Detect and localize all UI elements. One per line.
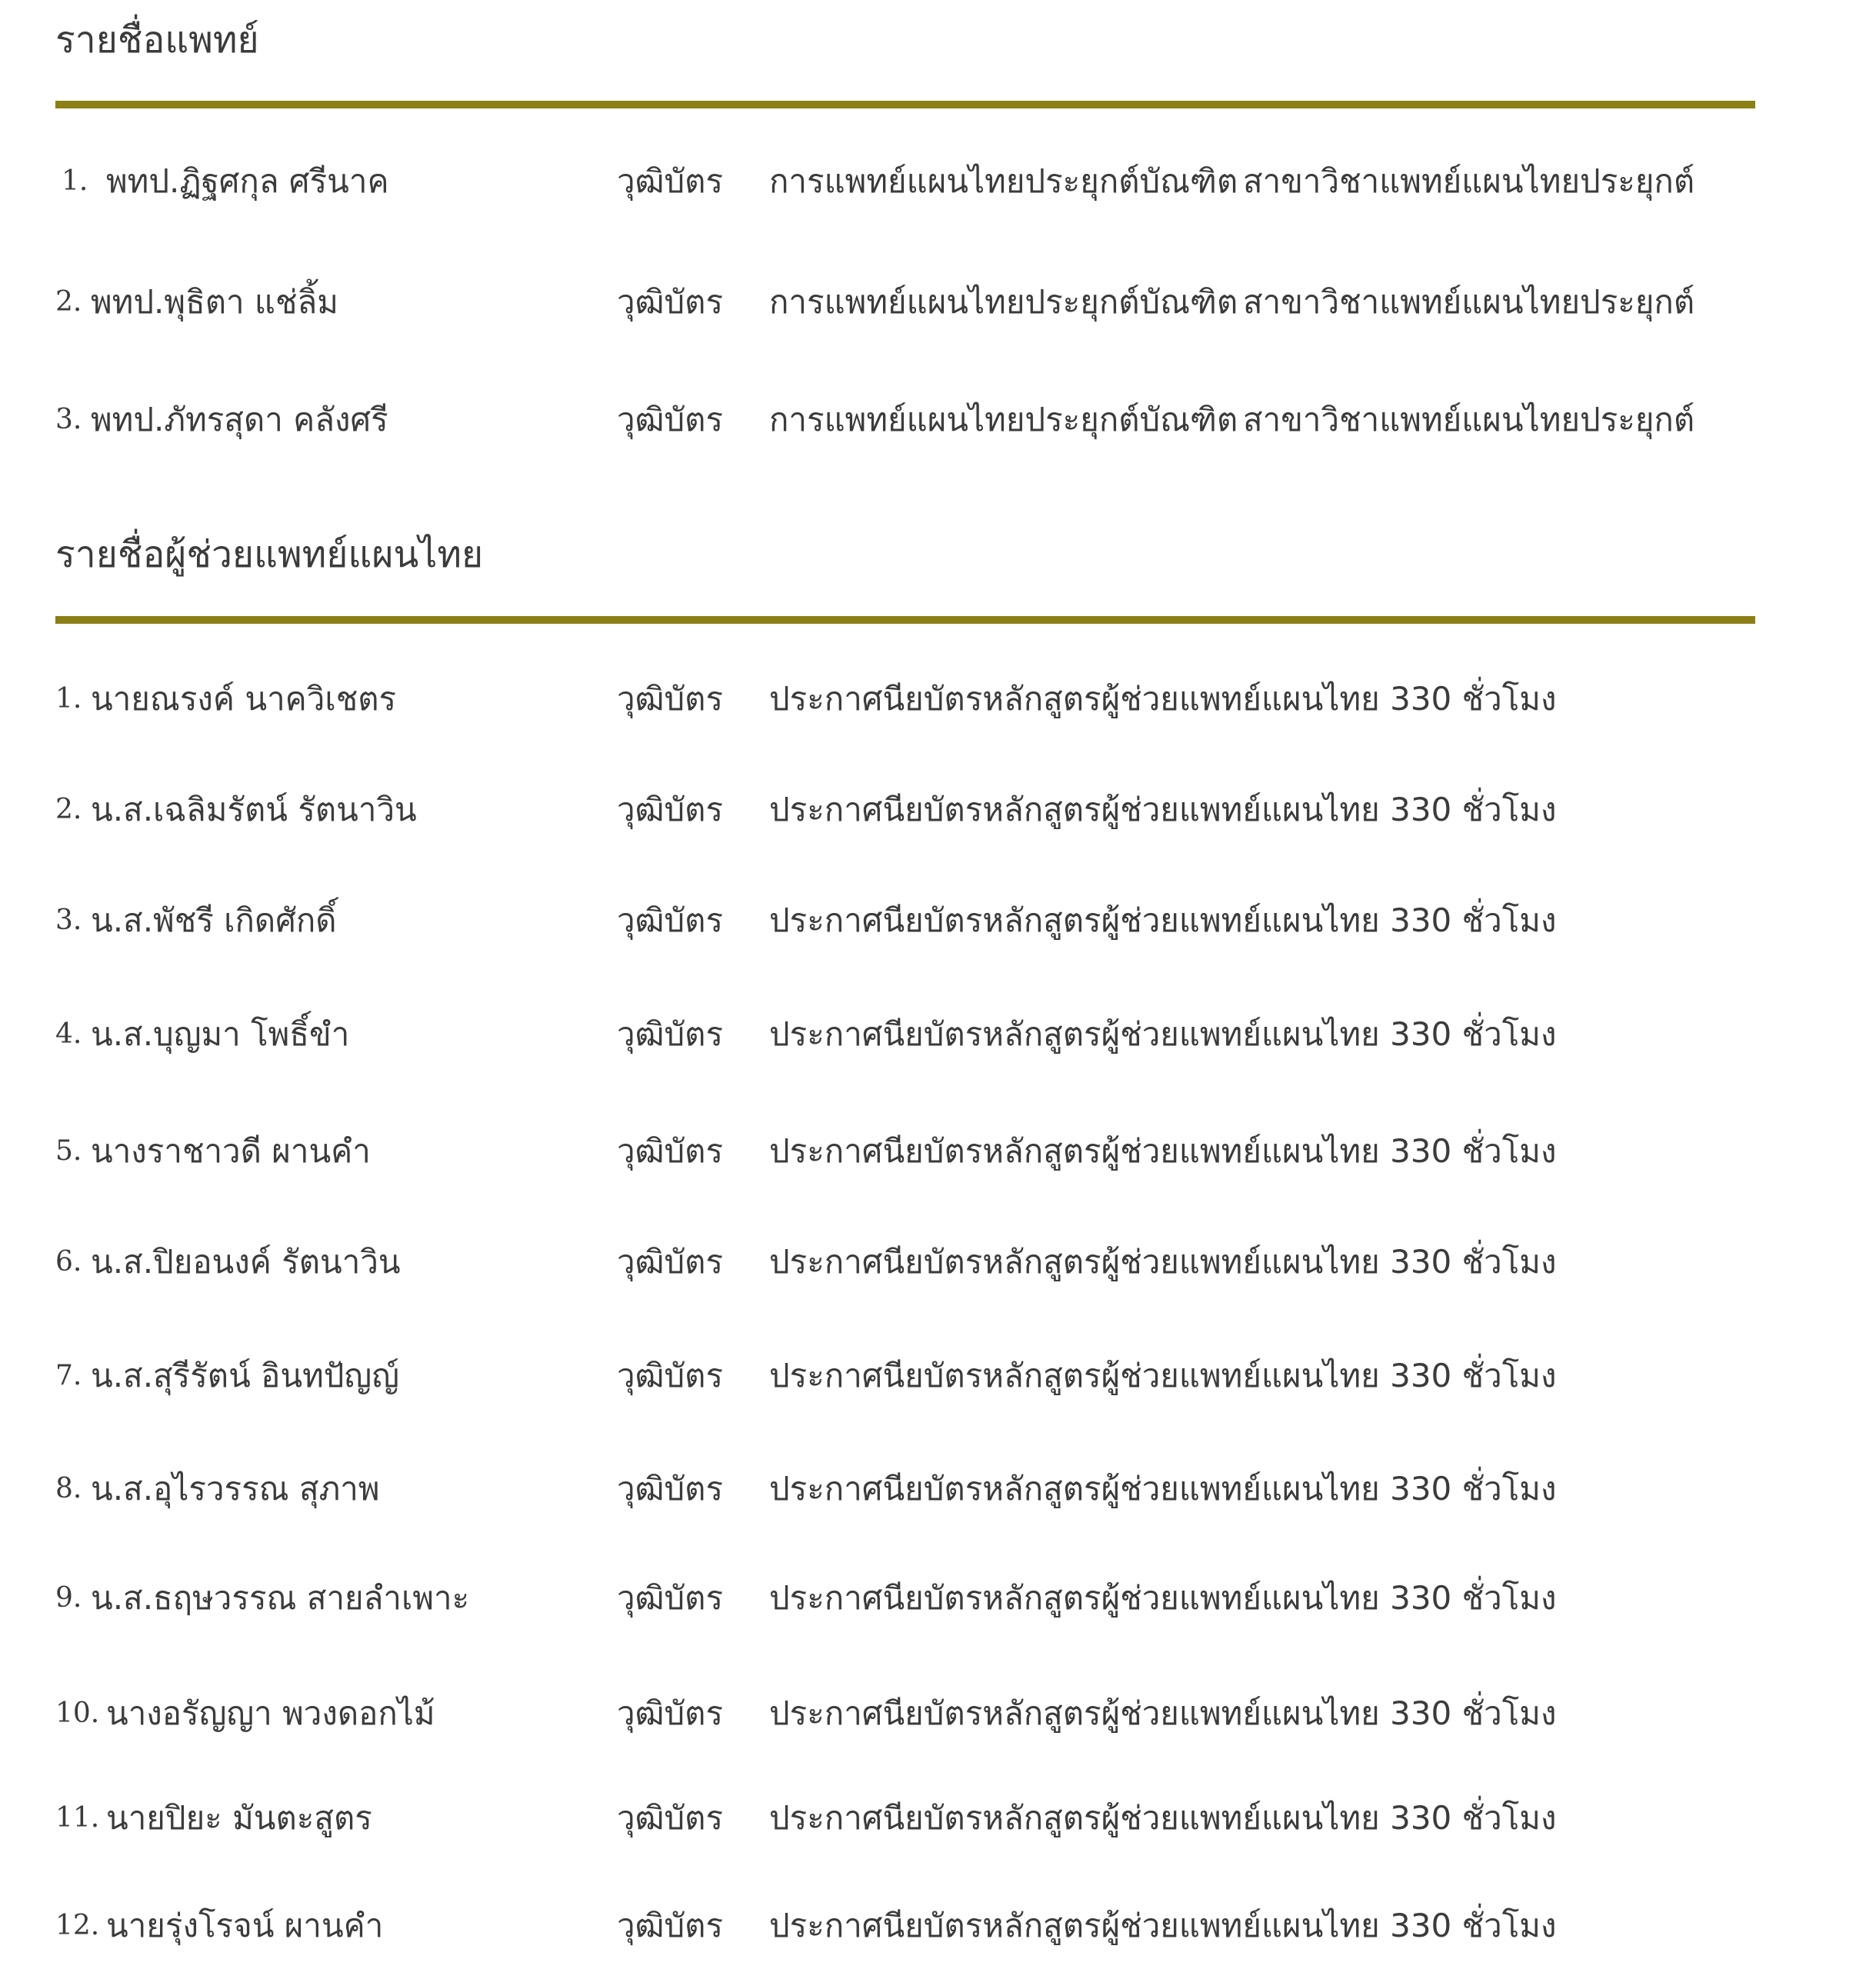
certificate-label: วุฒิบัตร: [617, 1470, 724, 1508]
qualification: ประกาศนียบัตรหลักสูตรผู้ช่วยแพทย์แผนไทย 330 ชั่วโมง: [769, 1015, 1557, 1053]
certificate-label: วุฒิบัตร: [617, 1907, 724, 1944]
assistant-row: [55, 676, 1824, 722]
qualification: ประกาศนียบัตรหลักสูตรผู้ช่วยแพทย์แผนไทย 330 ชั่วโมง: [769, 1694, 1557, 1732]
certificate-label: วุฒิบัตร: [617, 283, 724, 321]
row-number: 10.: [55, 1697, 100, 1729]
row-number: 8.: [55, 1473, 82, 1504]
doctor-row: [55, 279, 1824, 325]
qualification: ประกาศนียบัตรหลักสูตรผู้ช่วยแพทย์แผนไทย 330 ชั่วโมง: [769, 1799, 1557, 1837]
assistant-row: [55, 1466, 1824, 1512]
assistant-row: [55, 1353, 1824, 1399]
row-number: 5.: [55, 1135, 82, 1167]
assistant-row: [55, 898, 1824, 944]
row-number: 4.: [55, 1018, 82, 1050]
qualification: ประกาศนียบัตรหลักสูตรผู้ช่วยแพทย์แผนไทย 330 ชั่วโมง: [769, 1907, 1557, 1944]
row-number: 3.: [55, 905, 82, 936]
major: สาขาวิชาแพทย์แผนไทยประยุกต์: [1243, 283, 1695, 321]
certificate-label: วุฒิบัตร: [617, 1243, 724, 1281]
certificate-label: วุฒิบัตร: [617, 791, 724, 828]
doctor-name: พทป.ภัทรสุดา คลังศรี: [91, 401, 388, 438]
assistant-name: น.ส.เฉลิมรัตน์ รัตนาวิน: [91, 791, 417, 828]
row-number: 2.: [55, 794, 82, 825]
assistant-name: น.ส.ธฤษวรรณ สายลำเพาะ: [91, 1579, 470, 1617]
qualification: ประกาศนียบัตรหลักสูตรผู้ช่วยแพทย์แผนไทย 330 ชั่วโมง: [769, 1243, 1557, 1281]
row-number: 7.: [55, 1360, 82, 1391]
qualification: การแพทย์แผนไทยประยุกต์บัณฑิต: [769, 162, 1238, 200]
assistants-section-divider: [55, 616, 1755, 624]
assistant-name: น.ส.อุไรวรรณ สุภาพ: [91, 1470, 380, 1508]
certificate-label: วุฒิบัตร: [617, 1357, 724, 1394]
assistant-row: [55, 1795, 1824, 1841]
row-number: 1.: [62, 165, 88, 197]
qualification: การแพทย์แผนไทยประยุกต์บัณฑิต: [769, 401, 1238, 438]
row-number: 1.: [55, 683, 82, 715]
row-number: 2.: [55, 286, 82, 318]
assistant-name: นายณรงค์ นาควิเชตร: [91, 680, 397, 718]
doctor-name: พทป.พุธิตา แช่ลิ้ม: [91, 283, 338, 321]
certificate-label: วุฒิบัตร: [617, 1799, 724, 1837]
qualification: การแพทย์แผนไทยประยุกต์บัณฑิต: [769, 283, 1238, 321]
assistant-row: [55, 1903, 1824, 1949]
row-number: 9.: [55, 1582, 82, 1614]
row-number: 6.: [55, 1246, 82, 1278]
certificate-label: วุฒิบัตร: [617, 1015, 724, 1053]
assistant-name: น.ส.สุรีรัตน์ อินทปัญญ์: [91, 1357, 399, 1394]
qualification: ประกาศนียบัตรหลักสูตรผู้ช่วยแพทย์แผนไทย 330 ชั่วโมง: [769, 1470, 1557, 1508]
assistant-row: [55, 1239, 1824, 1285]
assistant-name: น.ส.พัชรี เกิดศักดิ์: [91, 901, 337, 939]
major: สาขาวิชาแพทย์แผนไทยประยุกต์: [1243, 401, 1695, 438]
certificate-label: วุฒิบัตร: [617, 901, 724, 939]
qualification: ประกาศนียบัตรหลักสูตรผู้ช่วยแพทย์แผนไทย 330 ชั่วโมง: [769, 1132, 1557, 1170]
doctors-section-divider: [55, 101, 1755, 108]
row-number: 11.: [55, 1802, 100, 1834]
assistant-name: นายปิยะ มันตะสูตร: [106, 1799, 372, 1837]
assistant-row: [55, 1128, 1824, 1174]
certificate-label: วุฒิบัตร: [617, 162, 724, 200]
qualification: ประกาศนียบัตรหลักสูตรผู้ช่วยแพทย์แผนไทย 330 ชั่วโมง: [769, 791, 1557, 828]
certificate-label: วุฒิบัตร: [617, 680, 724, 718]
certificate-label: วุฒิบัตร: [617, 401, 724, 438]
assistant-name: นางราชาวดี ผานคำ: [91, 1132, 371, 1170]
assistant-name: นางอรัญญา พวงดอกไม้: [106, 1694, 435, 1732]
certificate-label: วุฒิบัตร: [617, 1694, 724, 1732]
assistant-name: น.ส.บุญมา โพธิ์ขำ: [91, 1015, 350, 1053]
assistant-row: [55, 1575, 1824, 1621]
qualification: ประกาศนียบัตรหลักสูตรผู้ช่วยแพทย์แผนไทย 330 ชั่วโมง: [769, 1579, 1557, 1617]
assistant-name: น.ส.ปิยอนงค์ รัตนาวิน: [91, 1243, 401, 1281]
qualification: ประกาศนียบัตรหลักสูตรผู้ช่วยแพทย์แผนไทย 330 ชั่วโมง: [769, 901, 1557, 939]
major: สาขาวิชาแพทย์แผนไทยประยุกต์: [1243, 162, 1695, 200]
assistant-row: [55, 787, 1824, 833]
certificate-label: วุฒิบัตร: [617, 1579, 724, 1617]
assistant-name: นายรุ่งโรจน์ ผานคำ: [106, 1907, 384, 1944]
qualification: ประกาศนียบัตรหลักสูตรผู้ช่วยแพทย์แผนไทย 330 ชั่วโมง: [769, 1357, 1557, 1394]
assistants-section-title: รายชื่อผู้ช่วยแพทย์แผนไทย: [55, 533, 484, 576]
doctor-row: [55, 397, 1824, 443]
doctors-section-title: รายชื่อแพทย์: [55, 18, 259, 62]
assistant-row: [55, 1691, 1824, 1737]
certificate-label: วุฒิบัตร: [617, 1132, 724, 1170]
row-number: 3.: [55, 404, 82, 435]
row-number: 12.: [55, 1910, 100, 1941]
doctor-name: พทป.ฏิฐศกุล ศรีนาค: [106, 162, 389, 200]
doctor-row: [55, 158, 1824, 205]
qualification: ประกาศนียบัตรหลักสูตรผู้ช่วยแพทย์แผนไทย 330 ชั่วโมง: [769, 680, 1557, 718]
assistant-row: [55, 1011, 1824, 1058]
